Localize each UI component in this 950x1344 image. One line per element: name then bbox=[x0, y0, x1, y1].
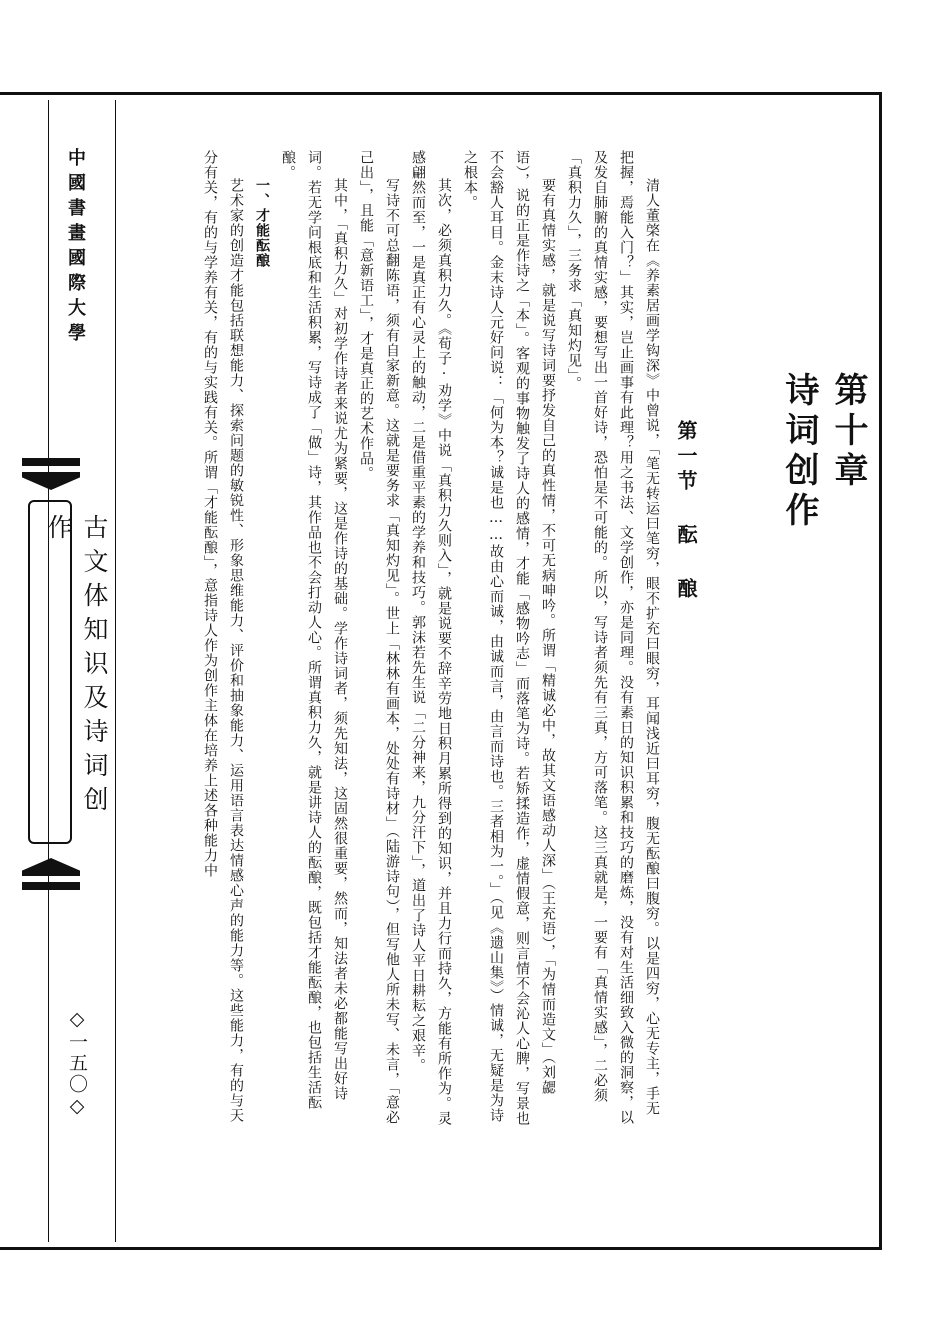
margin-line bbox=[115, 100, 116, 1242]
chapter-heading bbox=[775, 372, 873, 532]
book-title-frame bbox=[28, 500, 109, 844]
book-title-cap-top bbox=[22, 472, 80, 490]
paragraph: 其次，必须真积力久。《荀子·劝学》中说「真积力久则入」，就是说要不辞辛劳地日积月累所得到的知识，并且力行而持久，方能有所作为。灵感翩然而至，一是真正有心灵上的触动，二是借重平素的学养和技巧。郭沫若先生说「二分神来，九分汗下」，道出了诗人平日耕耘之艰辛。 bbox=[410, 150, 452, 1126]
section-title: 第一节 酝 酿 bbox=[674, 420, 698, 603]
book-title-bar-bottom bbox=[22, 882, 80, 890]
page-number: ◇一五〇◇ bbox=[66, 1008, 88, 1119]
paragraph: 清人董棨在《养素居画学钩深》中曾说，「笔无转运曰笔穷，眼不扩充曰眼穷，耳闻浅近曰耳穷，腹无酝酿曰腹穷。以是四穷，心无专主，手无把握，焉能入门？」其实，岂止画事有此理？用之书法、文学创作，亦是同理。没有素日的知识积累和技巧的磨炼，没有对生活细致入微的洞察，以及发自肺腑的真情实感，要想写出一首好诗，恐怕是不可能的。所以，写诗者须先有三真，方可落笔。这三真就是，一要有「真情实感」，二必须「真积力久」，三务求「真知灼见」。 bbox=[566, 150, 660, 1125]
book-title: 古文体知识及诗词创作 bbox=[44, 514, 109, 820]
book-title-cap-bottom bbox=[22, 858, 80, 876]
body-text bbox=[175, 150, 665, 1130]
book-title-bar-top bbox=[22, 458, 80, 466]
book-title-box bbox=[22, 458, 109, 890]
chapter-number: 第十章 bbox=[828, 372, 868, 492]
chapter-title: 诗词创作 bbox=[779, 372, 819, 532]
school-name: 中國書畫國際大學 bbox=[65, 148, 86, 348]
subsection-heading: 一、才能酝酿 bbox=[254, 178, 270, 268]
paragraph: 要有真情实感，就是说写诗词要抒发自己的真性情，不可无病呻吟。所谓「精诚必中，故其文语感动人深」（王充语），「为情而造文」（刘勰语），说的正是作诗之「本」。客观的事物触发了诗人的感情，才能「感物吟志」而落笔为诗。若矫揉造作，虚情假意，则言情不会沁人心脾，写景也不会豁人耳目。金末诗人元好问说：「何为本？诚是也……故由心而诚，由诚而言，由言而诗也。三者相为一。」（见《遗山集》）情诚，无疑是为诗之根本。 bbox=[462, 150, 556, 1126]
paragraph: 艺术家的创造才能包括联想能力、探索问题的敏锐性、形象思维能力、评价和抽象能力、运用语言表达情感心声的能力等。这些能力，有的与天分有关，有的与学养有关，有的与实践有关。所谓「才能酝酿」，意指诗人作为创作主体在培养上述各种能力中 bbox=[202, 150, 244, 1123]
paragraph: 写诗不可总翻陈语，须有自家新意。这就是要务求「真知灼见」。世上「林林有画本，处处有诗材」（陆游诗句），但写他人所未写、未言，「意必己出」，且能「意新语工」，才是真正的艺术作品。 bbox=[358, 150, 400, 1125]
paragraph: 其中，「真积力久」对初学作诗者来说尤为紧要，这是作诗的基础。学作诗词者，须先知法，这固然很重要，然而，知法者未必都能写出好诗词。若无学问根底和生活积累，写诗成了「做」诗，其作品也不会打动人心。所谓真积力久，就是讲诗人的酝酿，既包括才能酝酿，也包括生活酝酿。 bbox=[280, 150, 348, 1110]
